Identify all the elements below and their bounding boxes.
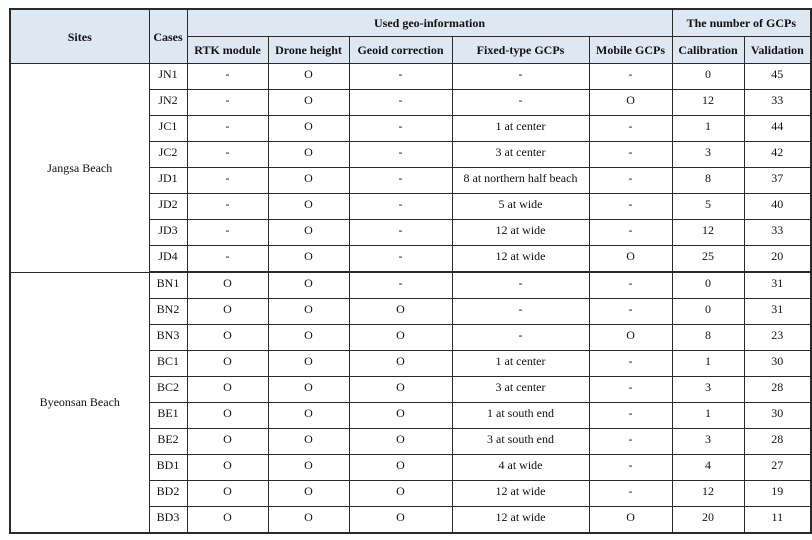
validation-count-cell: 11 bbox=[744, 507, 811, 534]
mobile-gcps-cell: O bbox=[589, 325, 672, 351]
validation-count-cell: 42 bbox=[744, 142, 811, 168]
fixed-type-gcps-cell: 1 at south end bbox=[452, 403, 589, 429]
drone-height-cell: O bbox=[268, 90, 349, 116]
case-cell: BD1 bbox=[149, 455, 187, 481]
drone-height-cell: O bbox=[268, 220, 349, 246]
header-used-geo-information: Used geo-information bbox=[187, 9, 672, 37]
drone-height-cell: O bbox=[268, 272, 349, 299]
drone-height-cell: O bbox=[268, 116, 349, 142]
fixed-type-gcps-cell: 12 at wide bbox=[452, 220, 589, 246]
drone-height-cell: O bbox=[268, 246, 349, 273]
mobile-gcps-cell: - bbox=[589, 220, 672, 246]
rtk-module-cell: - bbox=[187, 168, 268, 194]
case-cell: JC1 bbox=[149, 116, 187, 142]
mobile-gcps-cell: - bbox=[589, 377, 672, 403]
case-cell: BE2 bbox=[149, 429, 187, 455]
geoid-correction-cell: - bbox=[349, 246, 452, 273]
case-cell: JD4 bbox=[149, 246, 187, 273]
site-name-cell: Jangsa Beach bbox=[10, 64, 149, 273]
rtk-module-cell: O bbox=[187, 481, 268, 507]
fixed-type-gcps-cell: 3 at center bbox=[452, 377, 589, 403]
fixed-type-gcps-cell: 8 at northern half beach bbox=[452, 168, 589, 194]
validation-count-cell: 45 bbox=[744, 64, 811, 90]
case-cell: BD3 bbox=[149, 507, 187, 534]
fixed-type-gcps-cell: 12 at wide bbox=[452, 507, 589, 534]
table-row bbox=[10, 64, 811, 90]
drone-height-cell: O bbox=[268, 64, 349, 90]
rtk-module-cell: O bbox=[187, 403, 268, 429]
case-cell: BN2 bbox=[149, 299, 187, 325]
drone-height-cell: O bbox=[268, 168, 349, 194]
geoid-correction-cell: O bbox=[349, 377, 452, 403]
geoid-correction-cell: - bbox=[349, 272, 452, 299]
header-cases: Cases bbox=[149, 9, 187, 64]
validation-count-cell: 28 bbox=[744, 429, 811, 455]
calibration-count-cell: 4 bbox=[672, 455, 744, 481]
fixed-type-gcps-cell: 3 at south end bbox=[452, 429, 589, 455]
mobile-gcps-cell: - bbox=[589, 299, 672, 325]
fixed-type-gcps-cell: - bbox=[452, 90, 589, 116]
geoid-correction-cell: O bbox=[349, 351, 452, 377]
mobile-gcps-cell: O bbox=[589, 246, 672, 273]
case-cell: BC2 bbox=[149, 377, 187, 403]
header-validation: Validation bbox=[744, 37, 811, 64]
validation-count-cell: 33 bbox=[744, 220, 811, 246]
drone-height-cell: O bbox=[268, 194, 349, 220]
case-cell: BN3 bbox=[149, 325, 187, 351]
rtk-module-cell: - bbox=[187, 194, 268, 220]
case-cell: BE1 bbox=[149, 403, 187, 429]
fixed-type-gcps-cell: - bbox=[452, 272, 589, 299]
geoid-correction-cell: O bbox=[349, 429, 452, 455]
site-name-cell: Byeonsan Beach bbox=[10, 272, 149, 533]
mobile-gcps-cell: - bbox=[589, 64, 672, 90]
rtk-module-cell: - bbox=[187, 246, 268, 273]
header-geoid-correction: Geoid correction bbox=[349, 37, 452, 64]
calibration-count-cell: 8 bbox=[672, 325, 744, 351]
case-cell: BN1 bbox=[149, 272, 187, 299]
calibration-count-cell: 1 bbox=[672, 403, 744, 429]
geoid-correction-cell: O bbox=[349, 299, 452, 325]
case-cell: JD2 bbox=[149, 194, 187, 220]
mobile-gcps-cell: - bbox=[589, 116, 672, 142]
validation-count-cell: 31 bbox=[744, 299, 811, 325]
header-sites: Sites bbox=[10, 9, 149, 64]
fixed-type-gcps-cell: 1 at center bbox=[452, 116, 589, 142]
validation-count-cell: 30 bbox=[744, 351, 811, 377]
validation-count-cell: 40 bbox=[744, 194, 811, 220]
mobile-gcps-cell: - bbox=[589, 351, 672, 377]
mobile-gcps-cell: - bbox=[589, 168, 672, 194]
drone-height-cell: O bbox=[268, 455, 349, 481]
rtk-module-cell: - bbox=[187, 116, 268, 142]
geoid-correction-cell: - bbox=[349, 142, 452, 168]
calibration-count-cell: 3 bbox=[672, 142, 744, 168]
validation-count-cell: 20 bbox=[744, 246, 811, 273]
mobile-gcps-cell: - bbox=[589, 481, 672, 507]
rtk-module-cell: O bbox=[187, 272, 268, 299]
case-cell: BC1 bbox=[149, 351, 187, 377]
case-cell: JD3 bbox=[149, 220, 187, 246]
geoid-correction-cell: - bbox=[349, 64, 452, 90]
drone-height-cell: O bbox=[268, 481, 349, 507]
table-row bbox=[10, 272, 811, 299]
mobile-gcps-cell: - bbox=[589, 272, 672, 299]
drone-height-cell: O bbox=[268, 377, 349, 403]
header-mobile-gcps: Mobile GCPs bbox=[589, 37, 672, 64]
geoid-correction-cell: - bbox=[349, 220, 452, 246]
table-body bbox=[10, 64, 811, 534]
fixed-type-gcps-cell: 12 at wide bbox=[452, 481, 589, 507]
geoid-correction-cell: O bbox=[349, 507, 452, 534]
geoid-correction-cell: - bbox=[349, 116, 452, 142]
table-header bbox=[10, 9, 811, 64]
header-drone-height: Drone height bbox=[268, 37, 349, 64]
calibration-count-cell: 3 bbox=[672, 377, 744, 403]
rtk-module-cell: O bbox=[187, 429, 268, 455]
rtk-module-cell: O bbox=[187, 351, 268, 377]
rtk-module-cell: O bbox=[187, 455, 268, 481]
rtk-module-cell: O bbox=[187, 325, 268, 351]
validation-count-cell: 28 bbox=[744, 377, 811, 403]
calibration-count-cell: 12 bbox=[672, 90, 744, 116]
fixed-type-gcps-cell: 3 at center bbox=[452, 142, 589, 168]
rtk-module-cell: O bbox=[187, 507, 268, 534]
fixed-type-gcps-cell: 12 at wide bbox=[452, 246, 589, 273]
case-cell: JD1 bbox=[149, 168, 187, 194]
rtk-module-cell: - bbox=[187, 142, 268, 168]
mobile-gcps-cell: O bbox=[589, 507, 672, 534]
header-rtk-module: RTK module bbox=[187, 37, 268, 64]
validation-count-cell: 27 bbox=[744, 455, 811, 481]
fixed-type-gcps-cell: - bbox=[452, 64, 589, 90]
geoid-correction-cell: - bbox=[349, 194, 452, 220]
calibration-count-cell: 5 bbox=[672, 194, 744, 220]
fixed-type-gcps-cell: 1 at center bbox=[452, 351, 589, 377]
mobile-gcps-cell: O bbox=[589, 90, 672, 116]
validation-count-cell: 30 bbox=[744, 403, 811, 429]
calibration-count-cell: 3 bbox=[672, 429, 744, 455]
drone-height-cell: O bbox=[268, 403, 349, 429]
rtk-module-cell: - bbox=[187, 90, 268, 116]
calibration-count-cell: 0 bbox=[672, 299, 744, 325]
drone-height-cell: O bbox=[268, 429, 349, 455]
gcp-table-container bbox=[9, 8, 812, 534]
rtk-module-cell: - bbox=[187, 64, 268, 90]
validation-count-cell: 44 bbox=[744, 116, 811, 142]
calibration-count-cell: 12 bbox=[672, 220, 744, 246]
case-cell: JN2 bbox=[149, 90, 187, 116]
geoid-correction-cell: O bbox=[349, 455, 452, 481]
case-cell: JN1 bbox=[149, 64, 187, 90]
drone-height-cell: O bbox=[268, 507, 349, 534]
header-calibration: Calibration bbox=[672, 37, 744, 64]
calibration-count-cell: 0 bbox=[672, 272, 744, 299]
validation-count-cell: 31 bbox=[744, 272, 811, 299]
calibration-count-cell: 12 bbox=[672, 481, 744, 507]
calibration-count-cell: 8 bbox=[672, 168, 744, 194]
drone-height-cell: O bbox=[268, 299, 349, 325]
validation-count-cell: 33 bbox=[744, 90, 811, 116]
mobile-gcps-cell: - bbox=[589, 194, 672, 220]
mobile-gcps-cell: - bbox=[589, 429, 672, 455]
fixed-type-gcps-cell: - bbox=[452, 299, 589, 325]
validation-count-cell: 37 bbox=[744, 168, 811, 194]
header-fixed-type-gcps: Fixed-type GCPs bbox=[452, 37, 589, 64]
calibration-count-cell: 0 bbox=[672, 64, 744, 90]
drone-height-cell: O bbox=[268, 351, 349, 377]
geoid-correction-cell: O bbox=[349, 481, 452, 507]
geoid-correction-cell: - bbox=[349, 90, 452, 116]
mobile-gcps-cell: - bbox=[589, 142, 672, 168]
rtk-module-cell: O bbox=[187, 377, 268, 403]
rtk-module-cell: - bbox=[187, 220, 268, 246]
case-cell: BD2 bbox=[149, 481, 187, 507]
calibration-count-cell: 20 bbox=[672, 507, 744, 534]
geoid-correction-cell: - bbox=[349, 168, 452, 194]
calibration-count-cell: 1 bbox=[672, 351, 744, 377]
header-number-of-gcps: The number of GCPs bbox=[672, 9, 811, 37]
drone-height-cell: O bbox=[268, 325, 349, 351]
drone-height-cell: O bbox=[268, 142, 349, 168]
mobile-gcps-cell: - bbox=[589, 403, 672, 429]
fixed-type-gcps-cell: 5 at wide bbox=[452, 194, 589, 220]
geoid-correction-cell: O bbox=[349, 325, 452, 351]
geoid-correction-cell: O bbox=[349, 403, 452, 429]
fixed-type-gcps-cell: 4 at wide bbox=[452, 455, 589, 481]
calibration-count-cell: 25 bbox=[672, 246, 744, 273]
gcp-cases-table bbox=[9, 8, 812, 534]
case-cell: JC2 bbox=[149, 142, 187, 168]
mobile-gcps-cell: - bbox=[589, 455, 672, 481]
validation-count-cell: 19 bbox=[744, 481, 811, 507]
calibration-count-cell: 1 bbox=[672, 116, 744, 142]
rtk-module-cell: O bbox=[187, 299, 268, 325]
fixed-type-gcps-cell: - bbox=[452, 325, 589, 351]
validation-count-cell: 23 bbox=[744, 325, 811, 351]
